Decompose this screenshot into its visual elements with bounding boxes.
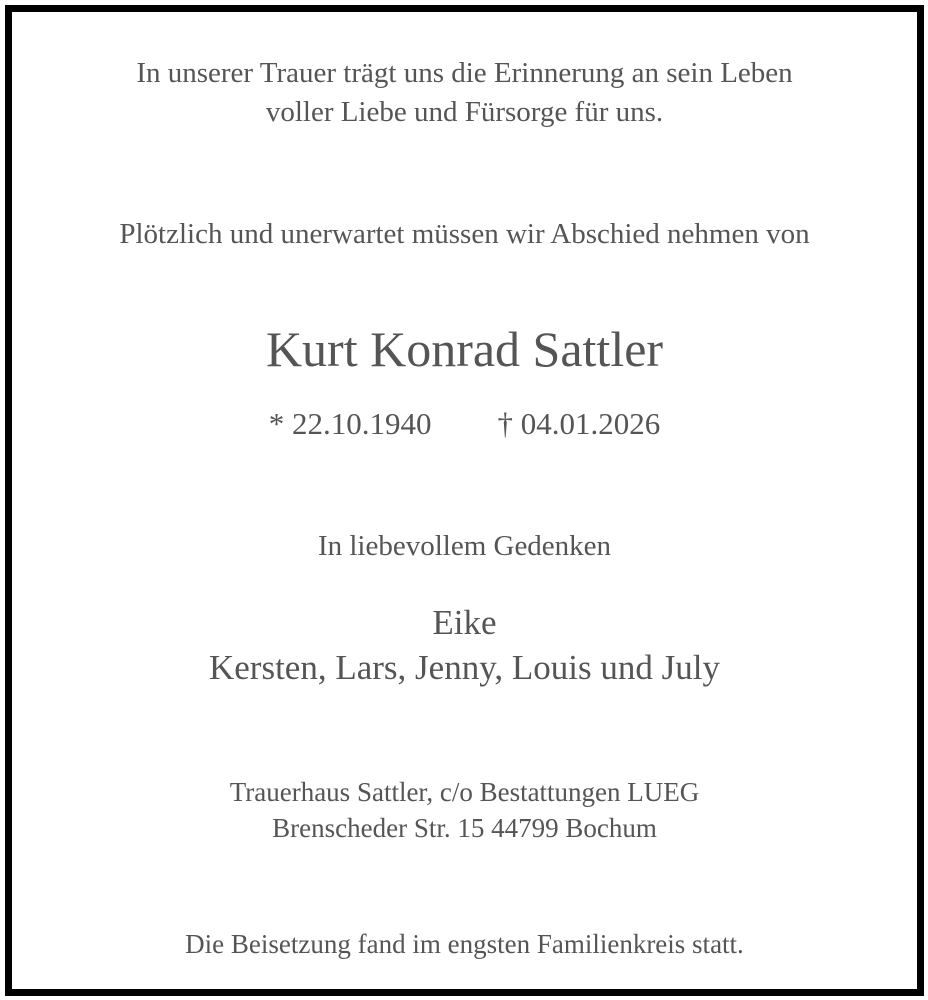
mourner-line-2: Kersten, Lars, Jenny, Louis und July (209, 648, 720, 687)
address-line-1: Trauerhaus Sattler, c/o Bestattungen LUEG (229, 777, 700, 807)
deceased-name: Kurt Konrad Sattler (265, 321, 664, 377)
farewell-lead: Plötzlich und unerwartet müssen wir Abschied nehmen von (119, 218, 810, 250)
address-line-2: Brenscheder Str. 15 44799 Bochum (272, 813, 657, 843)
burial-note: Die Beisetzung fand im engsten Familienkreis statt. (185, 929, 744, 959)
life-dates (12, 408, 917, 439)
birth-date: * 22.10.1940 (268, 406, 432, 441)
intro-line-2: voller Liebe und Fürsorge für uns. (265, 96, 664, 128)
memory-line: In liebevollem Gedenken (317, 530, 612, 562)
intro-line-1: In unserer Trauer trägt uns die Erinnerung an sein Leben (136, 57, 793, 89)
mourner-line-1: Eike (432, 603, 497, 642)
obituary-frame (5, 5, 924, 996)
death-date: † 04.01.2026 (497, 406, 661, 441)
